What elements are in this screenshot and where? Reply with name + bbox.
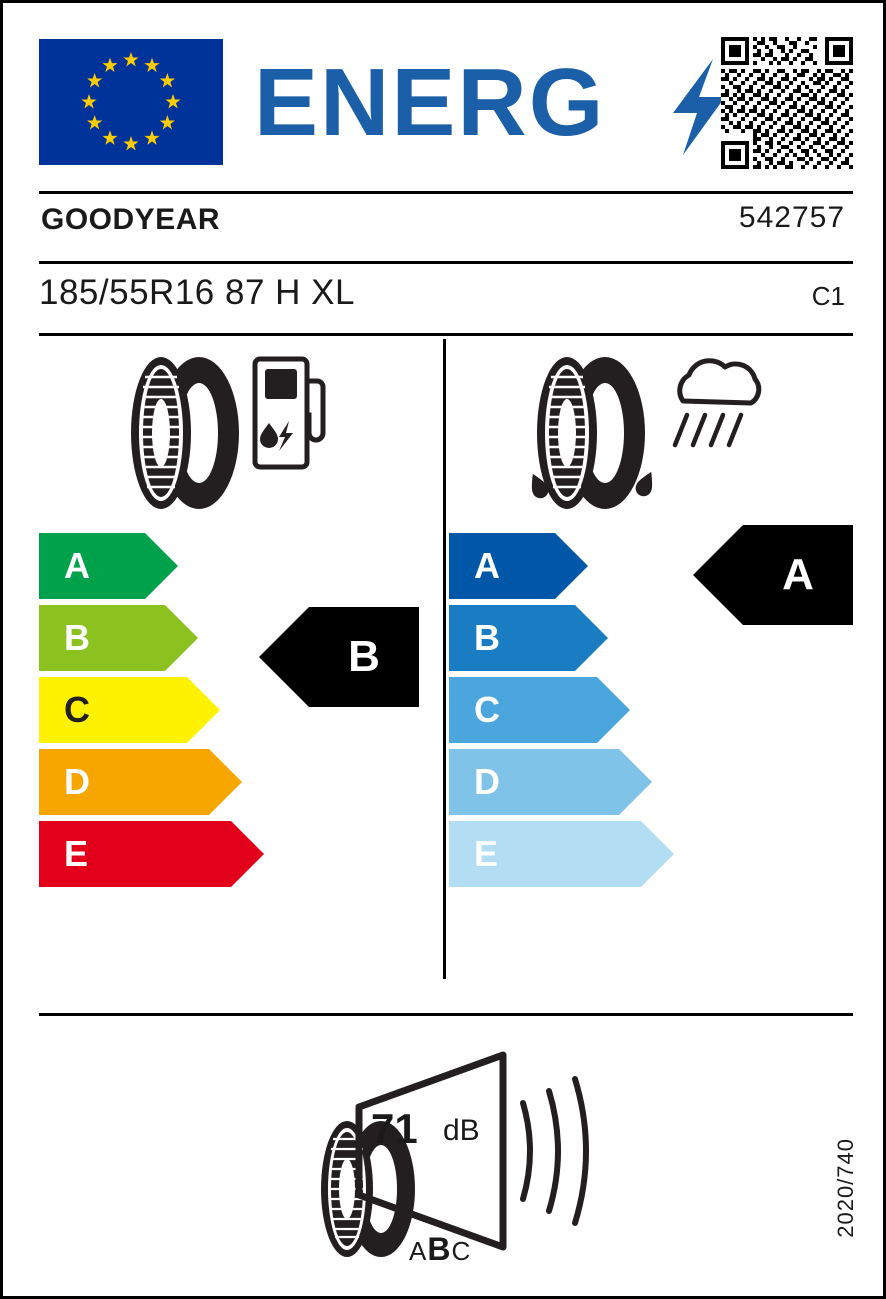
page-title: ENERG xyxy=(254,49,606,156)
wet-grip-rating-marker: A xyxy=(743,525,853,625)
fuel-grade-d: D xyxy=(39,749,209,815)
grade-row xyxy=(39,749,439,821)
regulation-reference: 2020/740 xyxy=(833,1138,858,1238)
divider-3 xyxy=(39,333,853,336)
rain-cloud-icon xyxy=(657,349,767,484)
label-header xyxy=(39,33,853,173)
fuel-grade-c: C xyxy=(39,677,187,743)
grade-row xyxy=(449,677,853,749)
noise-class-a: A xyxy=(409,1236,428,1266)
eu-flag-icon xyxy=(39,39,223,165)
divider-1 xyxy=(39,191,853,194)
wet-grip-panel xyxy=(449,339,853,989)
grade-row xyxy=(39,533,439,605)
fuel-efficiency-panel xyxy=(39,339,439,989)
fuel-rating-marker: B xyxy=(309,607,419,707)
wet-grade-a: A xyxy=(449,533,555,599)
tyre-size: 185/55R16 87 H XL xyxy=(39,273,355,312)
product-code: 542757 xyxy=(738,201,845,234)
noise-unit: dB xyxy=(443,1114,480,1147)
fuel-grade-e: E xyxy=(39,821,231,887)
fuel-grade-scale xyxy=(39,533,439,893)
fuel-pictograms xyxy=(39,339,439,529)
vertical-divider xyxy=(443,339,446,979)
wet-grade-d: D xyxy=(449,749,619,815)
wet-grade-b: B xyxy=(449,605,575,671)
noise-class-b: B xyxy=(427,1231,452,1267)
grade-row xyxy=(449,821,853,893)
noise-panel xyxy=(3,1017,886,1297)
wet-grade-c: C xyxy=(449,677,597,743)
wet-grade-e: E xyxy=(449,821,641,887)
tyre-icon xyxy=(127,353,247,518)
grade-row xyxy=(39,821,439,893)
wet-grip-pictograms xyxy=(449,339,853,529)
qr-code-icon xyxy=(721,37,853,169)
divider-4 xyxy=(39,1013,853,1016)
brand-name: GOODYEAR xyxy=(41,203,221,236)
noise-class-scale xyxy=(409,1231,471,1268)
fuel-grade-a: A xyxy=(39,533,145,599)
fuel-grade-b: B xyxy=(39,605,165,671)
tyre-class-code: C1 xyxy=(811,281,845,311)
tyre-icon xyxy=(527,353,657,528)
grade-row xyxy=(449,749,853,821)
fuel-pump-icon xyxy=(251,355,329,476)
noise-class-c: C xyxy=(451,1236,472,1266)
noise-value: 71 xyxy=(371,1105,418,1152)
divider-2 xyxy=(39,261,853,264)
